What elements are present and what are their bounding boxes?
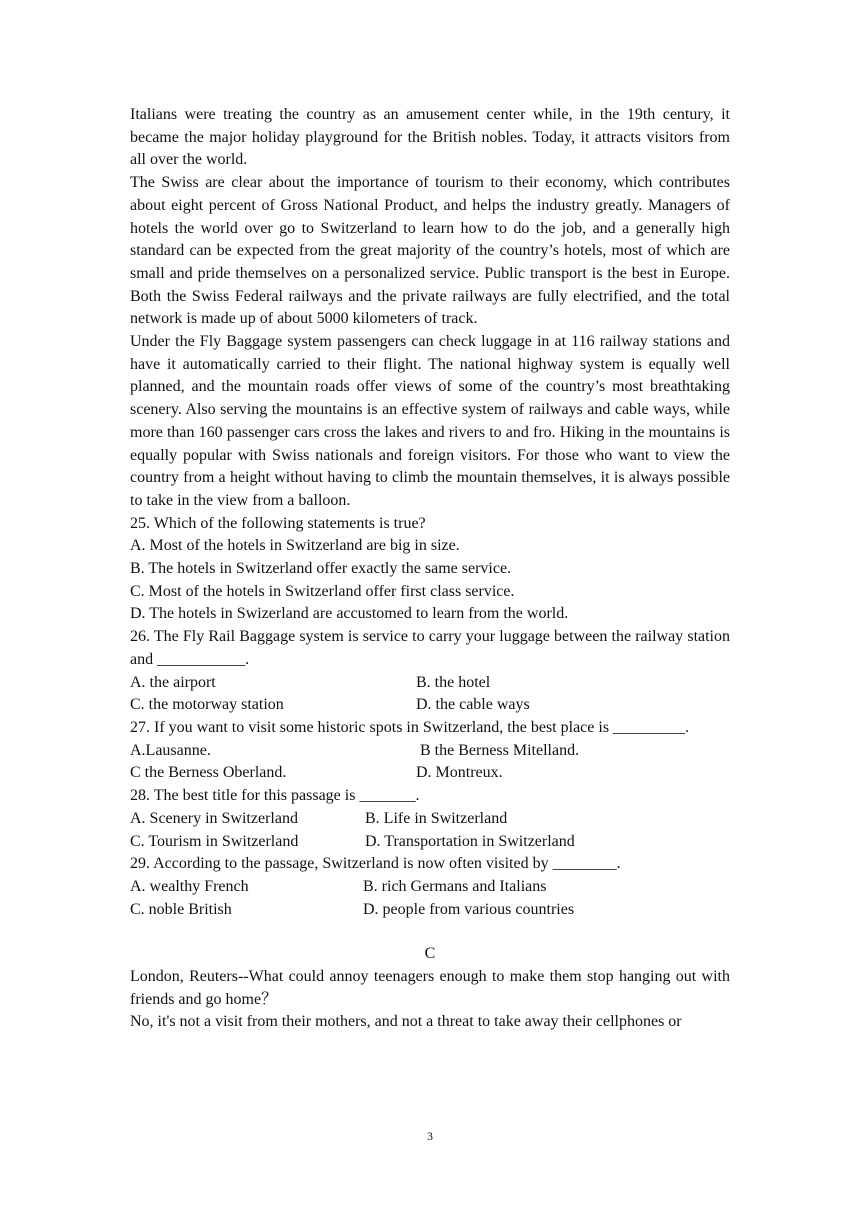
question-26-option-b: B. the hotel	[416, 673, 491, 691]
question-29-option-a: A. wealthy French	[130, 877, 249, 895]
question-26-options-row-2	[130, 694, 730, 717]
question-27-option-b: B the Berness Mitelland.	[416, 741, 580, 759]
question-26-stem: 26. The Fly Rail Baggage system is service to carry your luggage between the railway station and ___________.	[130, 628, 730, 668]
passage-paragraph-1: Italians were treating the country as an amusement center while, in the 19th century, it became the major holiday playground for the British nobles. Today, it attracts visitors from all over the world.	[130, 106, 730, 169]
document-body	[130, 104, 730, 1034]
section-c-paragraph-1: London, Reuters--What could annoy teenagers enough to make them stop hanging out with friends and go home？	[130, 968, 730, 1008]
question-25-stem: 25. Which of the following statements is true?	[130, 514, 426, 532]
question-28-stem: 28. The best title for this passage is _______.	[130, 787, 420, 805]
question-28-options-row-2	[130, 831, 730, 854]
question-26-options-row-1	[130, 672, 730, 695]
question-29-option-c: C. noble British	[130, 900, 232, 918]
question-29-stem: 29. According to the passage, Switzerland is now often visited by ________.	[130, 855, 621, 873]
passage-paragraph-3: Under the Fly Baggage system passengers can check luggage in at 116 railway stations and have it automatically carried to their flight. The national highway system is equally well planned, and the mountain roads offer views of some of the country’s most breathtaking scenery. Also serving the mountains is an effective system of railways and cable ways, while more than 160 passenger cars cross the lakes and rivers to and fro. Hiking in the mountains is equally popular with Swiss nationals and foreign visitors. For those who want to view the country from a height without having to climb the mountain themselves, it is always possible to take in the view from a balloon.	[130, 333, 730, 509]
question-29-options-row-1	[130, 876, 730, 899]
question-27-options-row-1	[130, 740, 730, 763]
question-27-option-c: C the Berness Oberland.	[130, 764, 287, 782]
question-28-option-b: B. Life in Switzerland	[365, 809, 508, 827]
question-27-option-d: D. Montreux.	[416, 764, 503, 782]
question-29-options-row-2	[130, 899, 730, 922]
question-26-option-d: D. the cable ways	[416, 696, 530, 714]
question-28-option-d: D. Transportation in Switzerland	[365, 832, 575, 850]
section-c-paragraph-2: No, it's not a visit from their mothers, and not a threat to take away their cellphones or	[130, 1013, 682, 1031]
question-29-option-b: B. rich Germans and Italians	[363, 877, 547, 895]
question-27-stem: 27. If you want to visit some historic spots in Switzerland, the best place is _________.	[130, 718, 690, 736]
passage-paragraph-2: The Swiss are clear about the importance of tourism to their economy, which contributes about eight percent of Gross National Product, and helps the industry greatly. Managers of hotels the world over go to Switzerland to learn how to do the job, and a generally high standard can be expected from the great majority of the country’s hotels, most of which are small and pride themselves on a personalized service. Public transport is the best in Europe. Both the Swiss Federal railways and the private railways are fully electrified, and the total network is made up of about 5000 kilometers of track.	[130, 174, 730, 328]
question-26-option-a: A. the airport	[130, 673, 216, 691]
question-28-options-row-1	[130, 808, 730, 831]
question-29-option-d: D. people from various countries	[363, 900, 575, 918]
question-25-option-d: D. The hotels in Swizerland are accustomed to learn from the world.	[130, 605, 569, 623]
question-27-option-a: A.Lausanne.	[130, 741, 211, 759]
question-27-options-row-2	[130, 762, 730, 785]
question-28-option-a: A. Scenery in Switzerland	[130, 809, 298, 827]
question-25-option-b: B. The hotels in Switzerland offer exactly the same service.	[130, 560, 512, 578]
question-26-option-c: C. the motorway station	[130, 696, 284, 714]
question-25-option-c: C. Most of the hotels in Switzerland offer first class service.	[130, 582, 515, 600]
question-25-option-a: A. Most of the hotels in Switzerland are big in size.	[130, 537, 460, 555]
page-number: 3	[427, 1129, 433, 1143]
section-c-heading: C	[424, 945, 436, 963]
question-28-option-c: C. Tourism in Switzerland	[130, 832, 299, 850]
